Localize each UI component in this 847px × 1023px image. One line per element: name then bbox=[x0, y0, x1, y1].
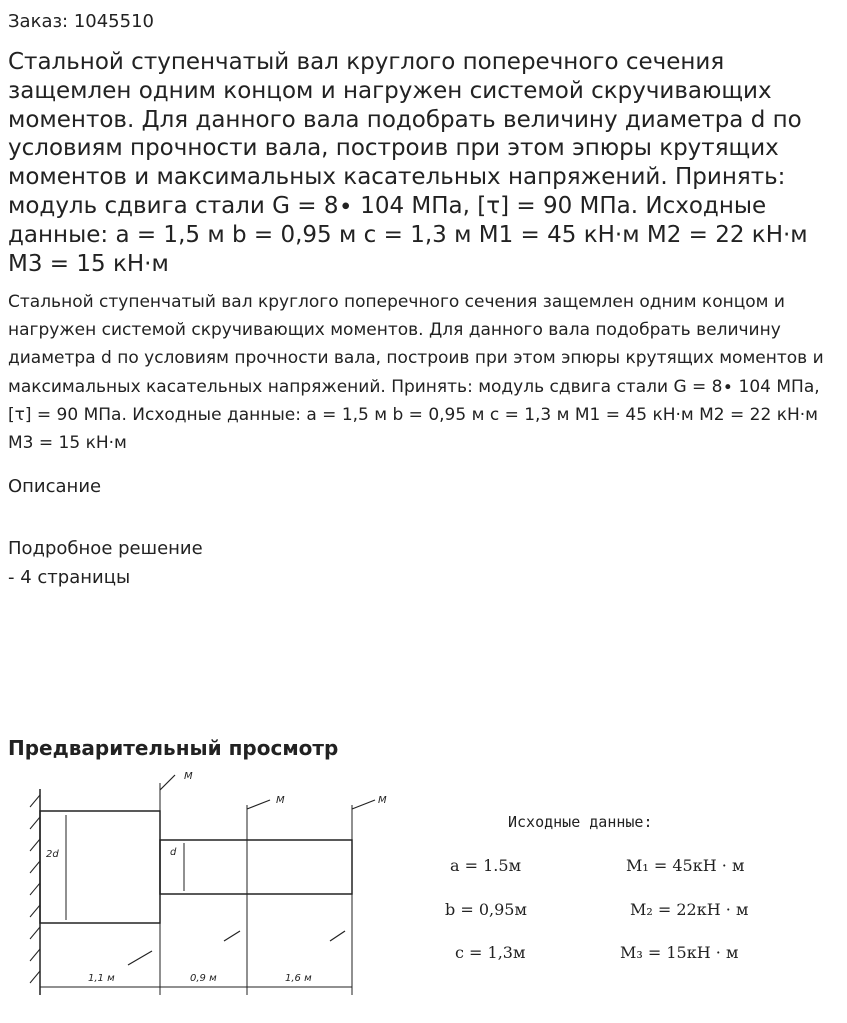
moment-label-3: M bbox=[378, 795, 387, 806]
given-heading: Исходные данные: bbox=[508, 813, 653, 831]
given-b: b = 0,95м bbox=[445, 900, 527, 919]
description-heading: Описание bbox=[8, 476, 102, 497]
wall-hatching bbox=[30, 795, 40, 983]
diameter-large-label: 2d bbox=[46, 849, 59, 860]
given-m2: M₂ = 22кН · м bbox=[630, 900, 749, 919]
moment-label-1: M bbox=[184, 771, 193, 782]
dim-b-label: 0,9 м bbox=[190, 973, 217, 984]
shaft-sketch bbox=[0, 765, 847, 1019]
diameter-small-label: d bbox=[170, 847, 177, 858]
page-count: - 4 страницы bbox=[8, 567, 131, 588]
solution-detail: Подробное решение bbox=[8, 538, 203, 559]
given-c: c = 1,3м bbox=[455, 943, 526, 962]
given-m3: M₃ = 15кН · м bbox=[620, 943, 739, 962]
dim-c-label: 1,6 м bbox=[285, 973, 312, 984]
problem-statement: Стальной ступенчатый вал круглого поперечного сечения защемлен одним концом и нагружен системой скручивающих моментов. Для данного вала подобрать величину диаметра d по условиям прочности вала, построив при этом эпюры крутящих моментов и максимальных касательных напряжений. Принять: модуль сдвига стали G = 8∙ 104 МПа, [τ] = 90 МПа. Исходные данные: a = 1,5 м b = 0,95 м c = 1,3 м M1 = 45 кН·м M2 = 22 кН·м M3 = 15 кН·м bbox=[8, 292, 824, 454]
given-m1: M₁ = 45кН · м bbox=[626, 856, 745, 875]
order-number: Заказ: 1045510 bbox=[8, 11, 154, 32]
moment-label-2: M bbox=[276, 795, 285, 806]
preview-image bbox=[0, 765, 847, 1019]
preview-heading: Предварительный просмотр bbox=[8, 736, 339, 760]
dim-a-label: 1,1 м bbox=[88, 973, 115, 984]
page-title: Стальной ступенчатый вал круглого поперечного сечения защемлен одним концом и нагружен системой скручивающих моментов. Для данного вала подобрать величину диаметра d по условиям прочности вала, построив при этом эпюры крутящих моментов и максимальных касательных напряжений. Принять: модуль сдвига стали G = 8∙ 104 МПа, [τ] = 90 МПа. Исходные данные: a = 1,5 м b = 0,95 м c = 1,3 м M1 = 45 кН·м M2 = 22 кН·м M3 = 15 кН·м bbox=[8, 49, 808, 277]
shaft-large-section bbox=[40, 811, 160, 923]
shaft-small-section bbox=[160, 840, 352, 894]
given-a: a = 1.5м bbox=[450, 856, 522, 875]
